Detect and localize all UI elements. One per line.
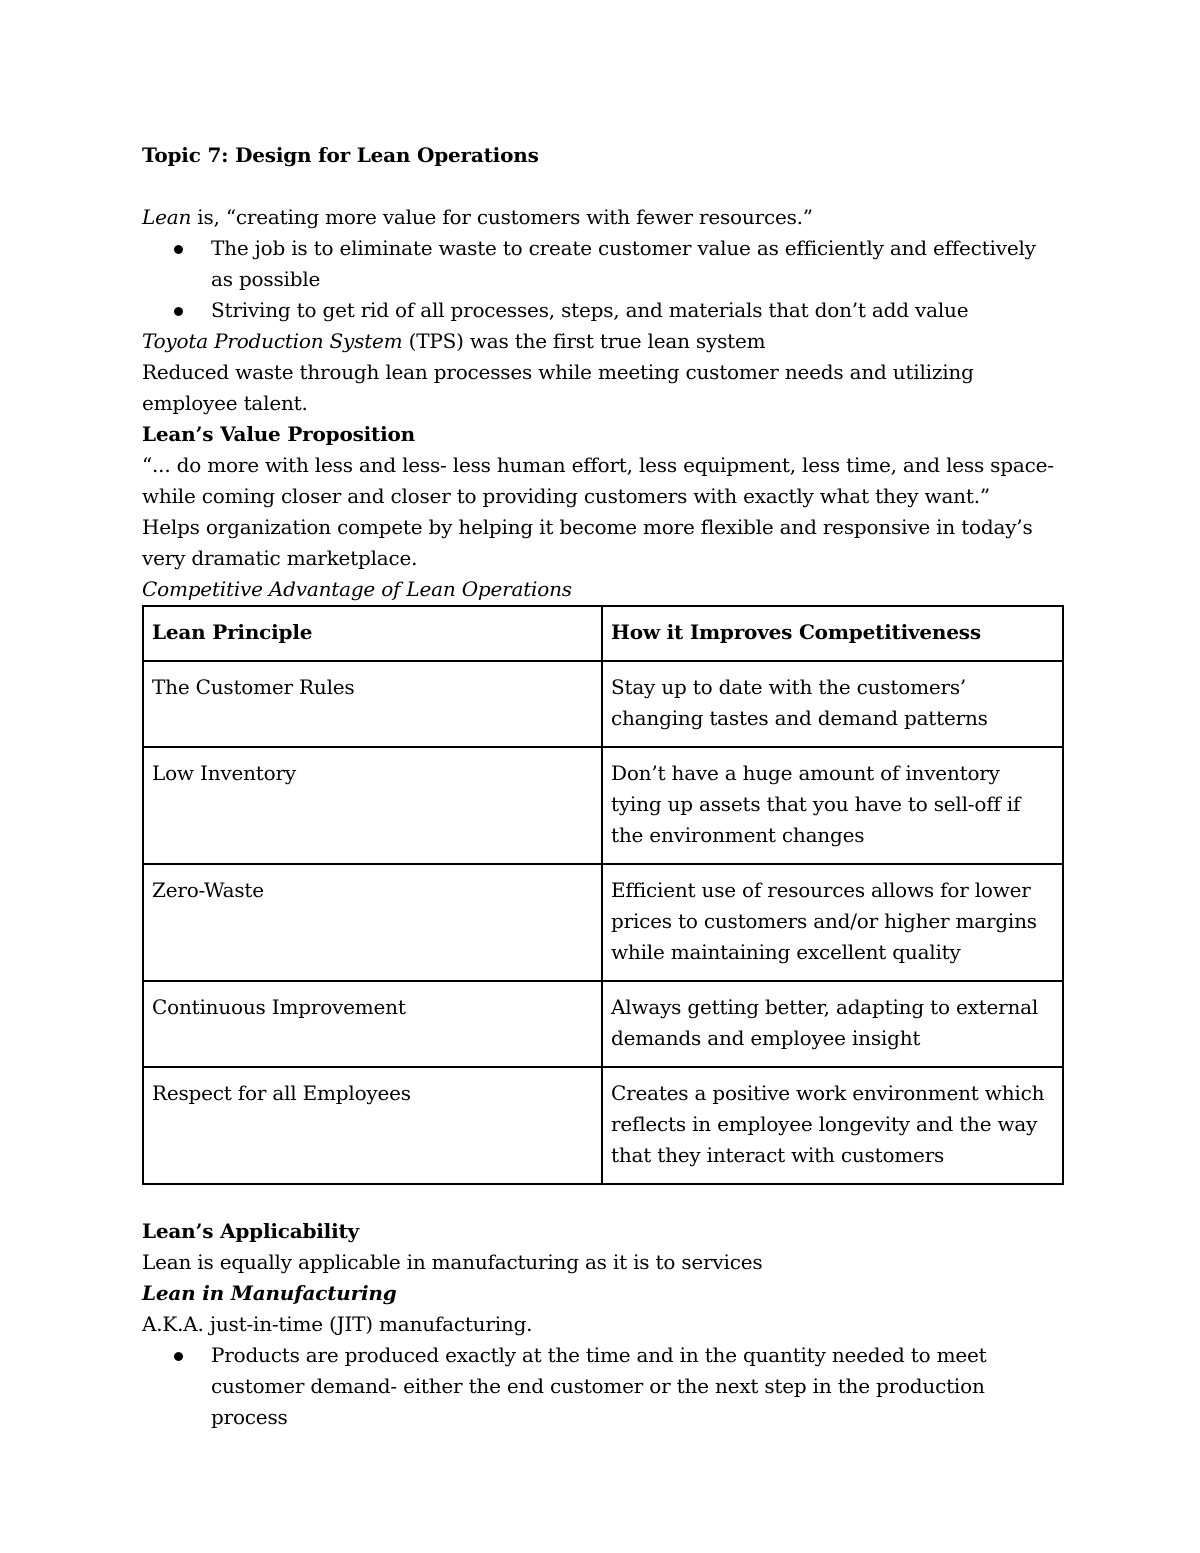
document-title: Topic 7: Design for Lean Operations xyxy=(142,143,539,167)
bullet-icon xyxy=(174,1352,183,1361)
tps-text: (TPS) was the first true lean system xyxy=(402,329,766,353)
table-header-competitiveness: How it Improves Competitiveness xyxy=(602,606,1063,661)
applicability-text: Lean is equally applicable in manufacturing as it is to services xyxy=(142,1250,763,1274)
table-row xyxy=(143,1067,1063,1184)
reduced-waste-paragraph: Reduced waste through lean processes while meeting customer needs and utilizing employee talent. xyxy=(142,360,974,415)
spacer xyxy=(142,1185,1062,1216)
bullet-icon xyxy=(174,245,183,254)
lean-definition-text: is, “creating more value for customers with fewer resources.” xyxy=(191,205,813,229)
tps-term: Toyota Production System xyxy=(142,329,403,353)
table-row xyxy=(143,747,1063,864)
document-page xyxy=(142,140,1062,1433)
list-item-text: Striving to get rid of all processes, steps, and materials that don’t add value xyxy=(211,298,969,322)
table-cell-principle: The Customer Rules xyxy=(143,661,602,747)
manufacturing-aka: A.K.A. just-in-time (JIT) manufacturing. xyxy=(142,1312,533,1336)
table-cell-competitiveness: Don’t have a huge amount of inventory tying up assets that you have to sell-off if the environment changes xyxy=(602,747,1063,864)
list-item-text: Products are produced exactly at the time and in the quantity needed to meet customer demand- either the end customer or the next step in the production process xyxy=(211,1343,987,1429)
list-item xyxy=(142,295,1062,326)
table-cell-competitiveness: Always getting better, adapting to external demands and employee insight xyxy=(602,981,1063,1067)
table-row xyxy=(143,981,1063,1067)
table-cell-principle: Continuous Improvement xyxy=(143,981,602,1067)
table-cell-competitiveness: Efficient use of resources allows for lower prices to customers and/or higher margins while maintaining excellent quality xyxy=(602,864,1063,981)
manufacturing-bullet-list xyxy=(142,1340,1062,1433)
table-caption: Competitive Advantage of Lean Operations xyxy=(142,577,572,601)
tps-line xyxy=(142,326,1062,357)
value-proposition-helps: Helps organization compete by helping it become more flexible and responsive in today’s very dramatic marketplace. xyxy=(142,515,1033,570)
competitive-advantage-table xyxy=(142,605,1064,1185)
list-item-text: The job is to eliminate waste to create customer value as efficiently and effectively as possible xyxy=(211,236,1036,291)
list-item xyxy=(142,233,1062,295)
manufacturing-heading: Lean in Manufacturing xyxy=(142,1281,397,1305)
table-cell-competitiveness: Creates a positive work environment which reflects in employee longevity and the way that they interact with customers xyxy=(602,1067,1063,1184)
value-proposition-heading: Lean’s Value Proposition xyxy=(142,422,415,446)
table-cell-principle: Zero-Waste xyxy=(143,864,602,981)
applicability-heading: Lean’s Applicability xyxy=(142,1219,359,1243)
table-row xyxy=(143,864,1063,981)
list-item xyxy=(142,1340,1062,1433)
lean-bullet-list xyxy=(142,233,1062,326)
table-cell-competitiveness: Stay up to date with the customers’ changing tastes and demand patterns xyxy=(602,661,1063,747)
table-header-principle: Lean Principle xyxy=(143,606,602,661)
spacer xyxy=(142,171,1062,202)
table-cell-principle: Respect for all Employees xyxy=(143,1067,602,1184)
table-header-row xyxy=(143,606,1063,661)
value-proposition-quote: “... do more with less and less- less human effort, less equipment, less time, and less space- while coming closer and closer to providing customers with exactly what they want.” xyxy=(142,453,1054,508)
lean-term: Lean xyxy=(142,205,192,229)
table-cell-principle: Low Inventory xyxy=(143,747,602,864)
table-row xyxy=(143,661,1063,747)
lean-definition xyxy=(142,202,1062,233)
bullet-icon xyxy=(174,307,183,316)
